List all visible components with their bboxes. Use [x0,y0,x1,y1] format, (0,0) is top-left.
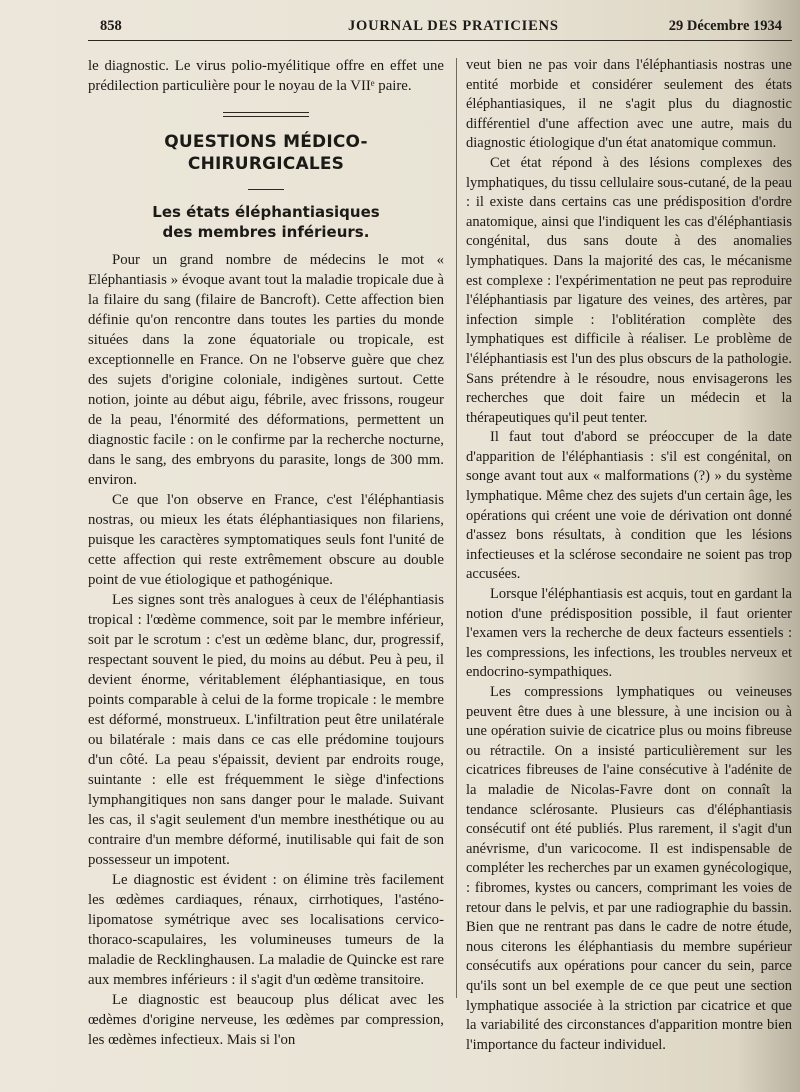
page-number: 858 [100,18,122,34]
body-paragraph: Ce que l'on observe en France, c'est l'éléphantiasis nostras, ou mieux les états éléphantiasiques non filariens, puisque les caractères symptomatiques seuls font l'unité de cette affection qui reste extrêmement obscure au double point de vue étiologique et pathogénique. [88,492,444,588]
body-paragraph: Le diagnostic est évident : on élimine très facilement les œdèmes cardiaques, rénaux, cirrhotiques, l'asténo-lipomatose symétrique avec ses localisations cervico-thoraco-scapulaires, les volumineuses tumeurs de la maladie de Recklinghausen. La maladie de Quincke est rare aux membres inférieurs : il s'agit d'un œdème transitoire. [88,872,444,988]
left-column [88,56,444,1050]
body-paragraph: veut bien ne pas voir dans l'éléphantiasis nostras une entité morbide et considérer seulement des états éléphantiasiques, il ne s'agit plus du diagnostic différentiel d'une affection avec une autre, mais du diagnostic étiologique d'un état anatomique commun. [466,57,792,152]
right-column [466,56,792,1055]
body-paragraph: Il faut tout d'abord se préoccuper de la date d'apparition de l'éléphantiasis : s'il est congénital, on songe avant tout aux « malformations (?) » du système lymphatique. Même chez des sujets d'un certain âge, les opérations qui créent une voie de dérivation ont donné d'assez bons résultats, à condition que les lésions infectieuses et la sclérose secondaire ne soient pas trop accusées. [466,429,792,583]
header-rule [88,40,792,42]
body-paragraph: Lorsque l'éléphantiasis est acquis, tout en gardant la notion d'une prédisposition possible, il faut orienter l'examen vers la recherche de deux facteurs essentiels : les compressions, les infections, les troubles nerveux et endocrino-sympathiques. [466,586,792,681]
lead-in-paragraph: le diagnostic. Le virus polio-myélitique offre en effet une prédilection particulière pour le noyau de la VIIᵉ paire. [88,58,444,94]
running-head [100,18,792,38]
article-title-line-2: des membres inférieurs. [162,223,370,241]
column-divider [456,58,457,998]
title-rule [248,189,284,190]
issue-date: 29 Décembre 1934 [668,18,782,34]
section-separator [223,112,309,117]
article-title [88,202,444,242]
article-title-line-1: Les états éléphantiasiques [152,203,380,221]
journal-title: JOURNAL DES PRATICIENS [348,18,559,34]
section-title: QUESTIONS MÉDICO-CHIRURGICALES [164,132,368,174]
body-paragraph: Le diagnostic est beaucoup plus délicat avec les œdèmes d'origine nerveuse, les œdèmes par compression, les œdèmes infectieux. Mais si l'on [88,992,444,1048]
body-paragraph: Pour un grand nombre de médecins le mot « Eléphantiasis » évoque avant tout la maladie tropicale due à la filaire du sang (filaire de Bancroft). Cette affection bien définie qu'on rencontre dans toutes les parties du monde situées dans la zone équatoriale ou tropicale, est exceptionnelle en France. On ne l'observe guère que chez des sujets d'origine coloniale, indigènes surtout. Cette notion, jointe au début aigu, fébrile, avec frissons, rougeur de la peau, l'énormité des déformations, permettent un diagnostic facile : on le confirme par la recherche nocturne, dans le sang, des embryons du parasite, longs de 300 mm. environ. [88,252,444,488]
body-paragraph: Cet état répond à des lésions complexes des lymphatiques, du tissu cellulaire sous-cutané, de la peau : il existe dans certains cas une prédisposition d'ordre anatomique, ainsi que l'indiquent les cas d'éléphantiasis congénital, dus sans doute à des anomalies lymphatiques. Dans la majorité des cas, le mécanisme est complexe : l'expérimentation ne peut pas reproduire l'éléphantiasis par ligature des veines, des artères, par infection simple : l'oblitération complète des lymphatiques est difficile à réaliser. Le problème de l'éléphantiasis est l'un des plus obscurs de la pathologie. Sans prétendre à le résoudre, nous envisagerons les recherches que doit faire un médecin et la thérapeutiques qu'il peut tenter. [466,154,792,426]
body-paragraph: Les signes sont très analogues à ceux de l'éléphantiasis tropical : l'œdème commence, soit par le membre inférieur, soit par le scrotum : c'est un œdème blanc, dur, progressif, respectant souvent le pied, du moins au début. Peu à peu, il devient énorme, véritablement éléphantiasique, en tous points comparable à celui de la forme tropicale : le membre est déformé, monstrueux. L'infiltration peut être unilatérale ou bilatérale : mais dans ce cas elle prédomine toujours d'un côté. La peau s'épaissit, devient par endroits rouge, suintante : elle est fréquemment le siège d'infections lymphangitiques non sans danger pour le malade. Suivant les cas, il s'agit seulement d'un membre inesthétique ou au contraire d'un membre déformé, inutilisable qui fait de son possesseur un impotent. [88,592,444,868]
body-paragraph: Les compressions lymphatiques ou veineuses peuvent être dues à une blessure, à une incision ou à une opération suivie de cicatrice plus ou moins fibreuse ou rétractile. On a insisté particulièrement sur les cicatrices fibreuses de l'aine consécutive à l'adénite de la maladie de Nicolas-Favre dont on connaît la tendance sclérosante. Plusieurs cas d'éléphantiasis consécutif ont été publiés. Plus rarement, il s'agit d'un anévrisme, d'un varicocome. Il est indispensable de compléter les recherches par un examen gynécologique, : fibromes, kystes ou cancers, comprimant les voies de retour dans le pelvis, et par une radiographie du bassin. Bien que ne rentrant pas dans le cadre de notre étude, nous citerons les éléphantiasis du membre supérieur consécutifs aux opérations pour cancer du sein, parce qu'ils sont un bel exemple de ce que peut une section lymphatique associée à la striction par cicatrice et que la variabilité des circonstances d'apparition montre bien l'importance du facteur individuel. [466,684,792,1053]
